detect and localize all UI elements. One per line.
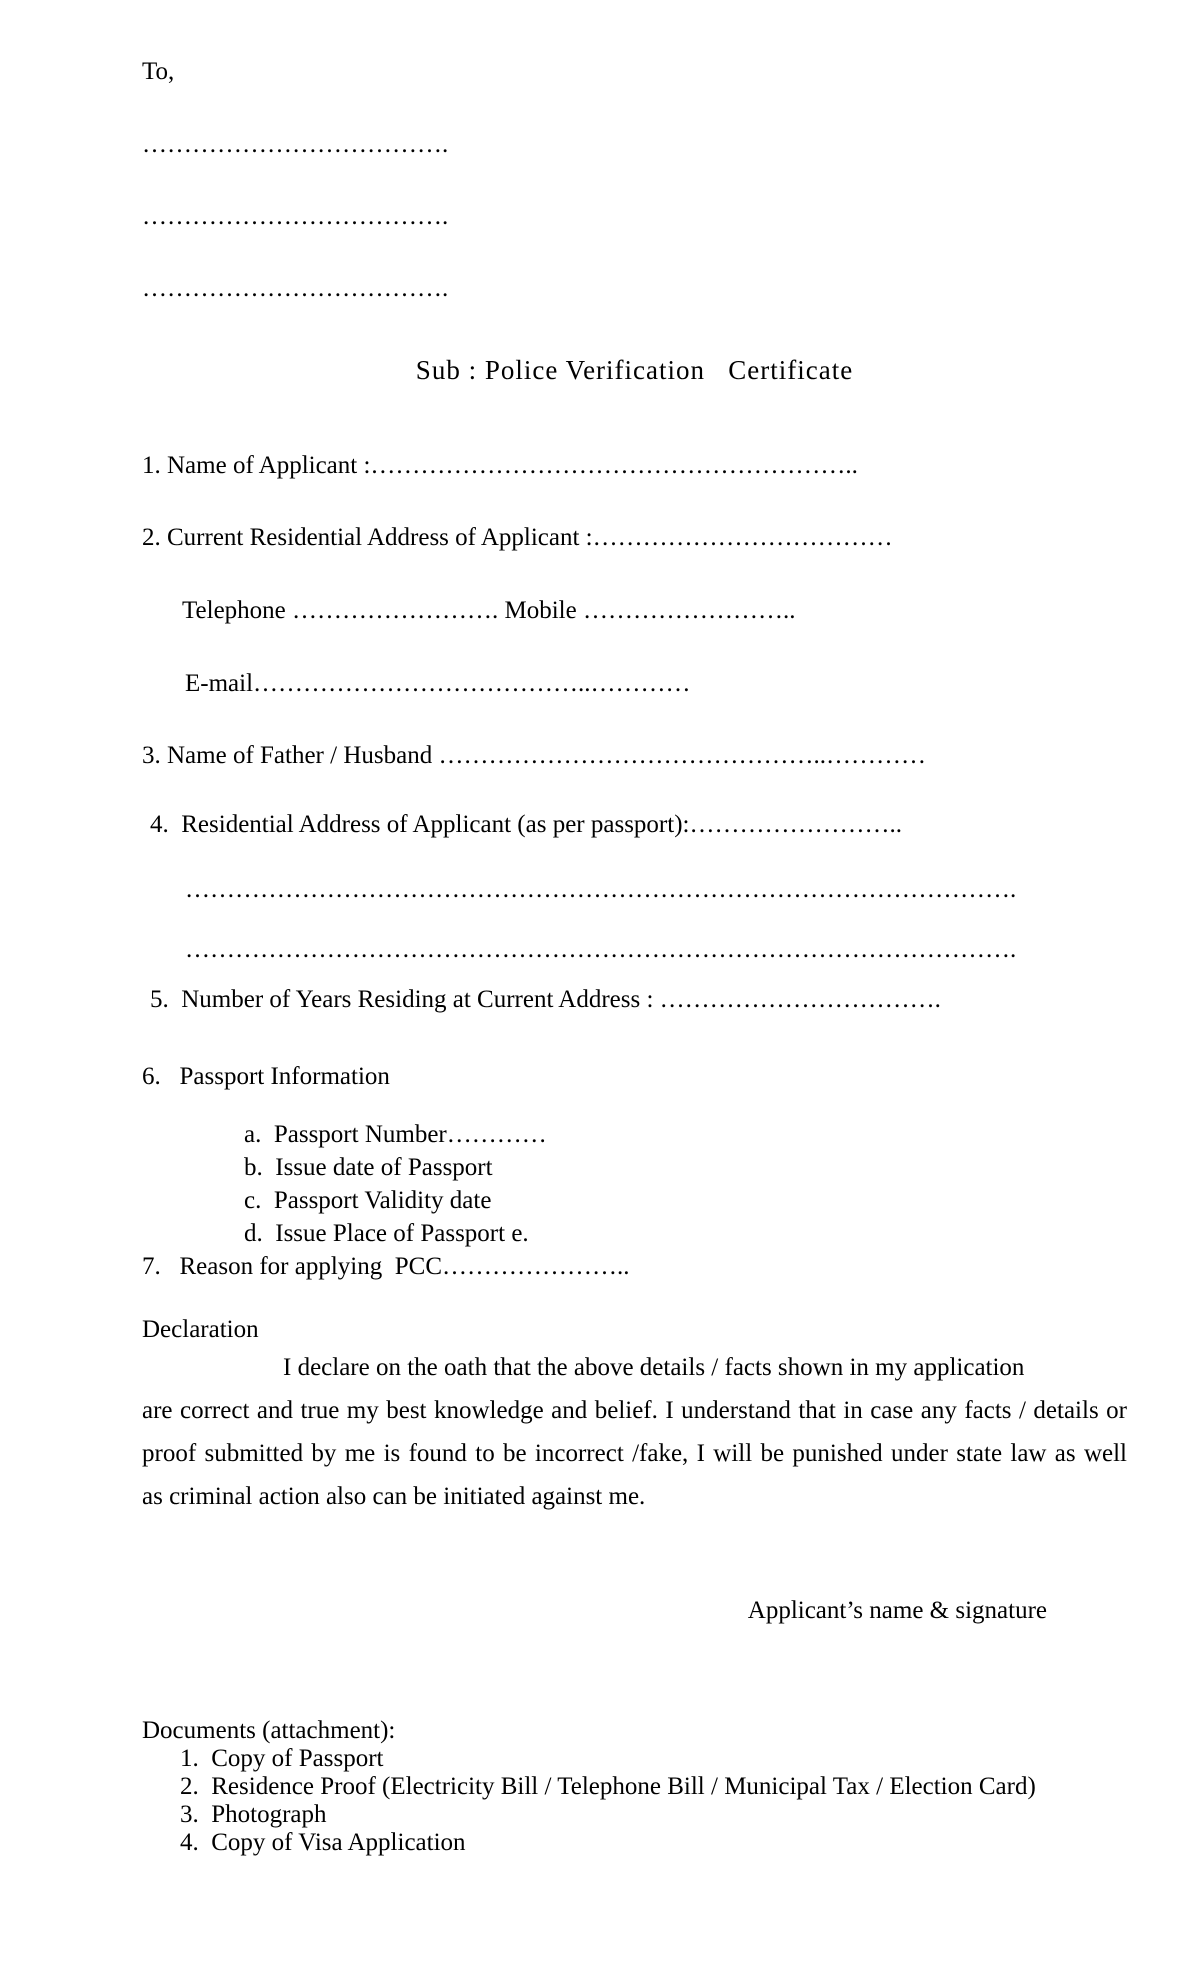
subject-line: Sub : Police Verification Certificate — [415, 355, 854, 385]
declaration-line-3: proof submitted by me is found to be incorrect /fake, I will be punished under state law as well — [142, 1440, 1127, 1467]
field-passport-address-cont-2: ………………………………………………………………………………………. — [185, 936, 1017, 963]
field-applicant-name: 1. Name of Applicant :………………………………………………….. — [142, 452, 858, 479]
recipient-address-line-1: ………………………………. — [142, 131, 449, 158]
field-passport-address-cont-1: ………………………………………………………………………………………. — [185, 876, 1017, 903]
field-pcc-reason: 7. Reason for applying PCC………………….. — [142, 1253, 630, 1280]
documents-heading: Documents (attachment): — [142, 1717, 396, 1744]
passport-sub-item-number: a. Passport Number………… — [244, 1121, 547, 1148]
salutation: To, — [142, 58, 175, 85]
field-passport-address: 4. Residential Address of Applicant (as per passport):…………………….. — [150, 811, 902, 838]
document-item-residence-proof: 2. Residence Proof (Electricity Bill / Telephone Bill / Municipal Tax / Election Card) — [180, 1773, 1036, 1800]
declaration-line-1: I declare on the oath that the above details / facts shown in my application — [283, 1354, 1025, 1381]
declaration-line-2: are correct and true my best knowledge and belief. I understand that in case any facts / details or — [142, 1397, 1127, 1424]
field-telephone-mobile: Telephone ……………………. Mobile …………………….. — [182, 597, 796, 624]
signature-label: Applicant’s name & signature — [747, 1597, 1047, 1624]
field-email: E-mail…………………………………..………… — [185, 670, 691, 697]
declaration-heading: Declaration — [142, 1316, 259, 1343]
field-years-at-current-address: 5. Number of Years Residing at Current Address : ……………………………. — [150, 986, 941, 1013]
field-father-husband-name: 3. Name of Father / Husband ………………………………………..………… — [142, 742, 926, 769]
documents-list — [142, 1745, 1127, 1857]
document-item-photograph: 3. Photograph — [180, 1801, 327, 1828]
document-item-copy-of-passport: 1. Copy of Passport — [180, 1745, 384, 1772]
field-current-residential-address: 2. Current Residential Address of Applicant :……………………………… — [142, 524, 893, 551]
passport-sub-item-issue-date: b. Issue date of Passport — [244, 1154, 493, 1181]
declaration-line-4: as criminal action also can be initiated against me. — [142, 1483, 646, 1510]
passport-sub-item-validity-date: c. Passport Validity date — [244, 1187, 492, 1214]
declaration-paragraph — [142, 1346, 1127, 1518]
recipient-address-line-3: ………………………………. — [142, 275, 449, 302]
document-item-copy-of-visa-application: 4. Copy of Visa Application — [180, 1829, 466, 1856]
passport-information-sublist — [142, 1118, 1127, 1250]
recipient-address-line-2: ………………………………. — [142, 203, 449, 230]
passport-sub-item-issue-place: d. Issue Place of Passport e. — [244, 1220, 529, 1247]
section-passport-information: 6. Passport Information — [142, 1063, 390, 1090]
